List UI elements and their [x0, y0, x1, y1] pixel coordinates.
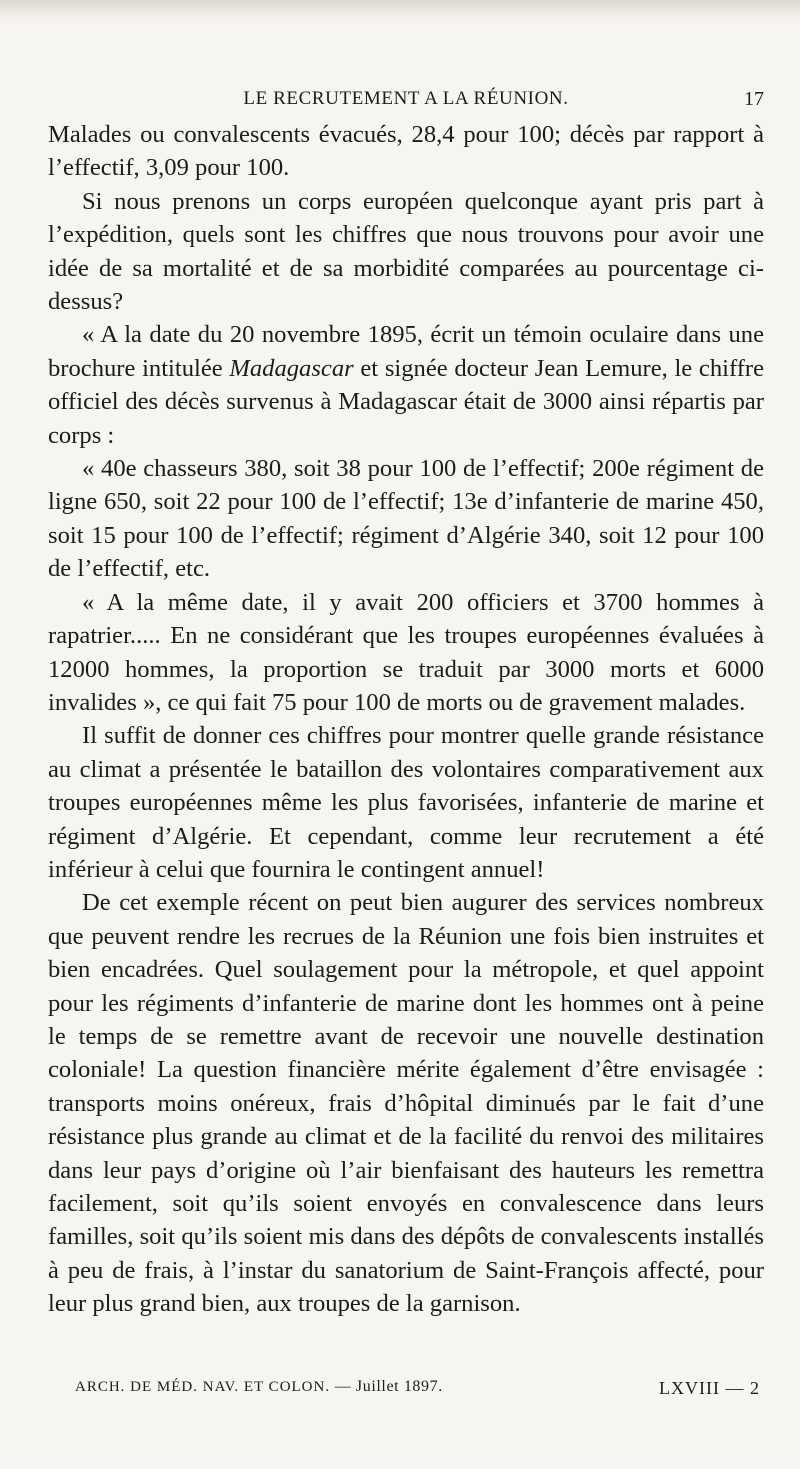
scan-edge-shadow	[0, 0, 800, 22]
page-number: 17	[744, 88, 764, 110]
paragraph-6: Il suffit de donner ces chiffres pour montrer quelle grande résistance au climat a présentée le bataillon des volontaires comparativement aux troupes européennes même les plus favorisées, infanterie de marine et régiment d’Algérie. Et cependant, comme leur recrutement a été inférieur à celui que fournira le contingent annuel!	[48, 722, 764, 883]
issue-date: — Juillet 1897.	[330, 1378, 443, 1395]
running-title: LE RECRUTEMENT A LA RÉUNION.	[243, 88, 569, 109]
paragraph-3-text-b: et signée docteur Jean Lemure, le chiffre officiel des décès survenus à Madagascar était de 3000 ainsi répartis par corps :	[48, 354, 764, 449]
footer-citation	[75, 1378, 443, 1396]
paragraph-7: De cet exemple récent on peut bien augurer des services nombreux que peuvent rendre les recrues de la Réunion une fois bien instruites et bien encadrées. Quel soulagement pour la métropole, et quel appoint pour les régiments d’infanterie de marine dont les hommes ont à peine le temps de se remettre avant de recevoir une nouvelle destination coloniale! La question financière mérite également d’être envisagée : transports moins onéreux, frais d’hôpital diminués par le fait d’une résistance plus grande au climat et de la facilité du renvoi des militaires dans leur pays d’origine où l’air bienfaisant des hauteurs les remettra facilement, soit qu’ils soient envoyés en convalescence dans leurs familles, soit qu’ils soient mis dans des dépôts de convalescents installés à peu de frais, à l’instar du sanatorium de Saint-François affecté, pour leur plus grand bien, aux troupes de la garnison.	[48, 889, 764, 1318]
page-footer	[75, 1378, 760, 1402]
paragraph-1: Malades ou convalescents évacués, 28,4 pour 100; décès par rapport à l’effectif, 3,09 pour 100.	[48, 121, 764, 182]
running-header	[48, 78, 764, 118]
signature-mark: LXVIII — 2	[659, 1378, 760, 1398]
document-page	[48, 78, 764, 1321]
paragraph-5: « A la même date, il y avait 200 officiers et 3700 hommes à rapatrier..... En ne considérant que les troupes européennes évaluées à 12000 hommes, la proportion se traduit par 3000 morts et 6000 invalides », ce qui fait 75 pour 100 de morts ou de gravement malades.	[48, 588, 764, 716]
brochure-title: Madagascar	[229, 354, 354, 382]
body-text	[48, 118, 764, 1321]
paragraph-4: « 40e chasseurs 380, soit 38 pour 100 de l’effectif; 200e régiment de ligne 650, soit 22 pour 100 de l’effectif; 13e d’infanterie de marine 450, soit 15 pour 100 de l’effectif; régiment d’Algérie 340, soit 12 pour 100 de l’effectif, etc.	[48, 455, 764, 583]
paragraph-3	[48, 318, 764, 452]
journal-name: ARCH. DE MÉD. NAV. ET COLON.	[75, 1379, 331, 1395]
paragraph-3-text-a: « A la date du 20 novembre 1895, écrit un témoin oculaire dans une brochure intitulée	[48, 321, 764, 382]
paragraph-2: Si nous prenons un corps européen quelconque ayant pris part à l’expédition, quels sont les chiffres que nous trouvons pour avoir une idée de sa mortalité et de sa morbidité comparées au pourcentage ci-dessus?	[48, 187, 764, 316]
